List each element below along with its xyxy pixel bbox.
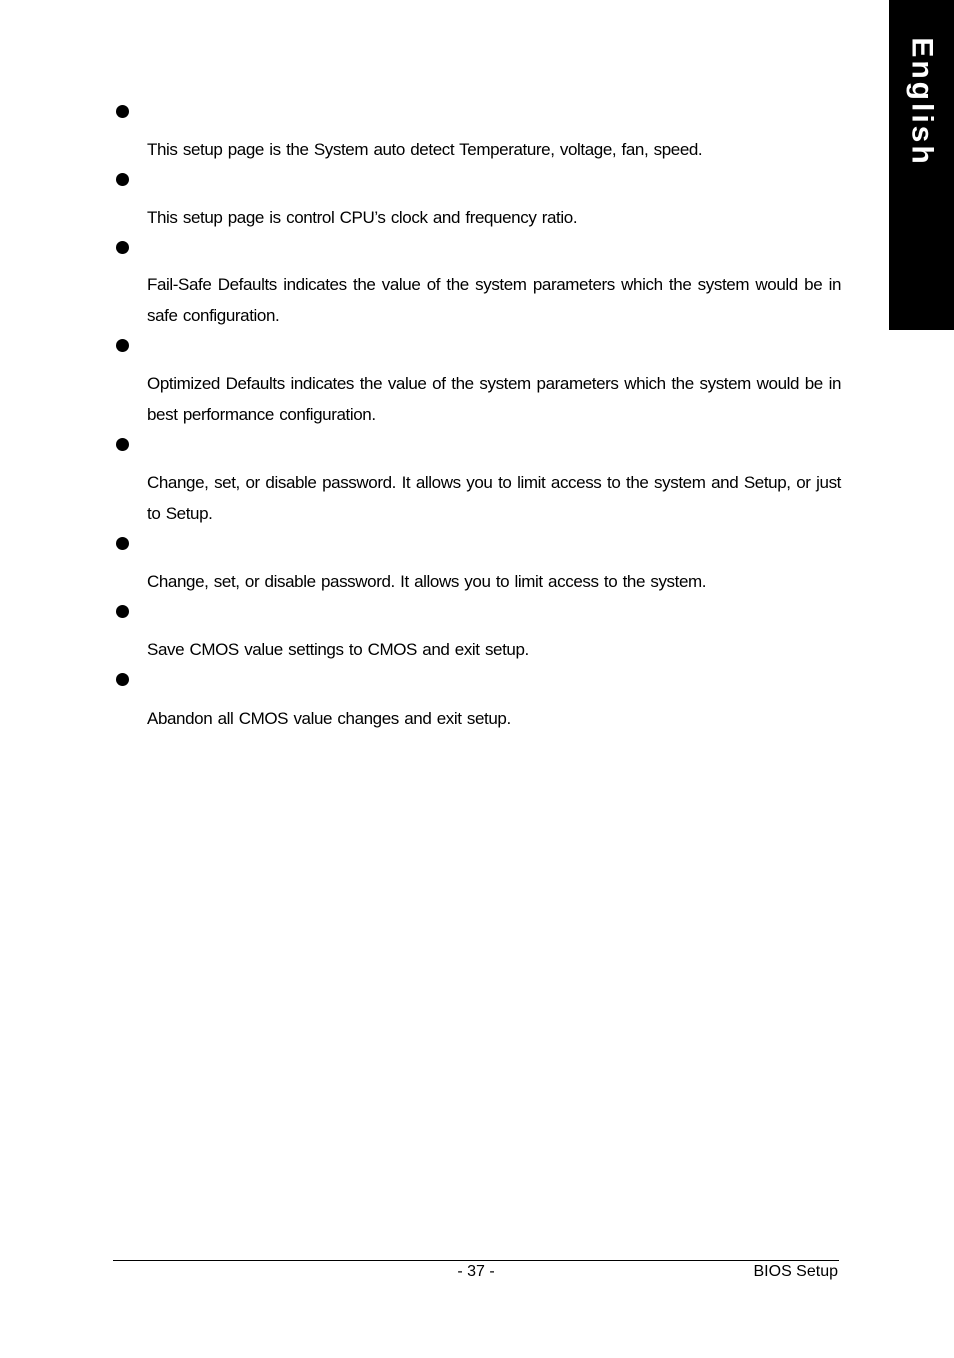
language-tab xyxy=(889,0,954,330)
item-description: Fail-Safe Defaults indicates the value of the system parameters which the system would be in safe configuration. xyxy=(147,275,841,325)
item-description: This setup page is control CPU’s clock and frequency ratio. xyxy=(147,208,578,227)
page-number: - 37 - xyxy=(457,1263,495,1280)
bullet-icon xyxy=(116,673,129,686)
bullet-icon xyxy=(116,605,129,618)
footer-divider xyxy=(113,1260,839,1261)
language-tab-label: English xyxy=(905,37,939,167)
item-description: Optimized Defaults indicates the value of the system parameters which the system would be in best performance configuration. xyxy=(147,374,841,424)
item-description: Change, set, or disable password. It allows you to limit access to the system and Setup, or just to Setup. xyxy=(147,473,841,523)
bullet-icon xyxy=(116,173,129,186)
bullet-icon xyxy=(116,438,129,451)
item-description: Abandon all CMOS value changes and exit setup. xyxy=(147,709,511,728)
item-description: Change, set, or disable password. It allows you to limit access to the system. xyxy=(147,572,707,591)
language-tab-label-wrapper xyxy=(889,0,954,330)
item-description: Save CMOS value settings to CMOS and exit setup. xyxy=(147,640,529,659)
bullet-icon xyxy=(116,105,129,118)
bullet-icon xyxy=(116,537,129,550)
item-description: This setup page is the System auto detect Temperature, voltage, fan, speed. xyxy=(147,140,703,159)
bullet-icon xyxy=(116,339,129,352)
bullet-icon xyxy=(116,241,129,254)
footer-section-name: BIOS Setup xyxy=(753,1263,838,1280)
